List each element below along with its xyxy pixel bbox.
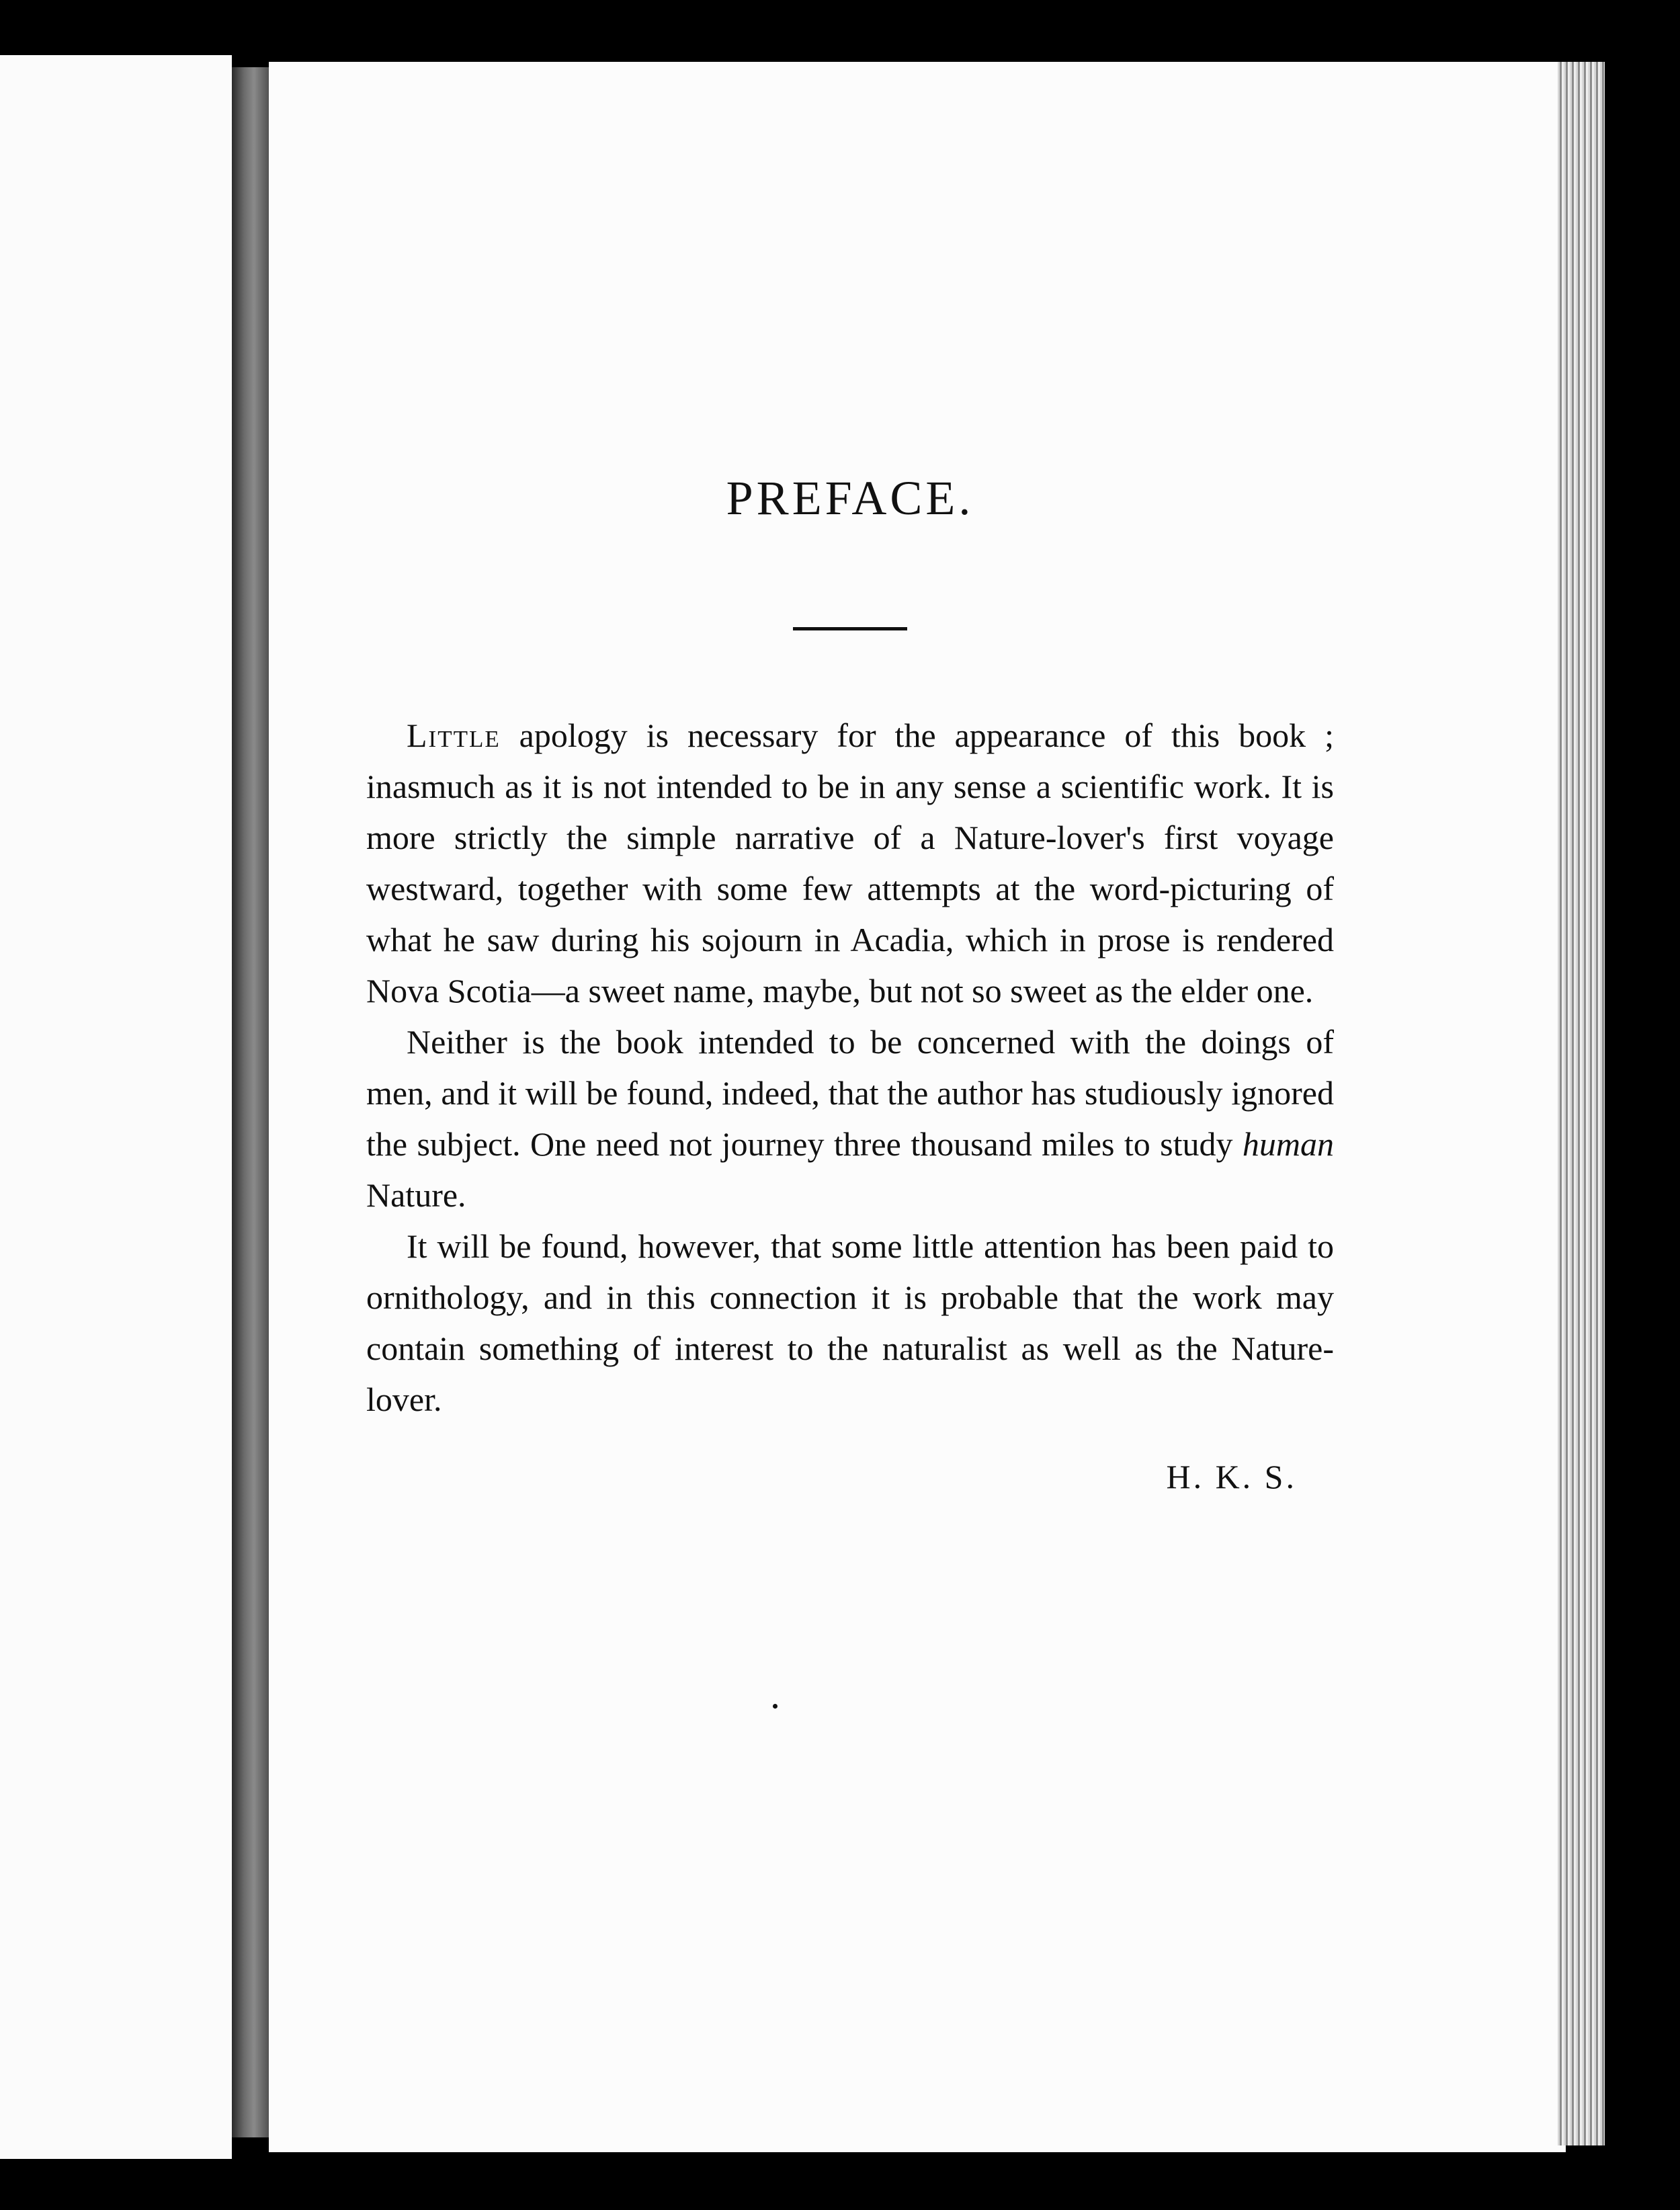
paragraph-2-text-after: Nature. [366, 1176, 466, 1214]
author-initials: H. K. S. [1166, 1458, 1297, 1496]
preface-content [366, 470, 1334, 1496]
page-edges [1558, 62, 1605, 2145]
paragraph-3: It will be found, however, that some little attention has been paid to ornithology, and in this connection it is probable that the work may contain something of interest to the naturalist as well as the Nature-lover. [366, 1227, 1334, 1418]
page-title: PREFACE. [726, 471, 974, 525]
ink-speck [773, 1704, 778, 1709]
paragraph-1-lead: Little [407, 717, 501, 754]
paragraph-2-italic: human [1242, 1125, 1334, 1163]
book-gutter [232, 67, 272, 2137]
paragraph-2-text-before: Neither is the book intended to be concerned with the doings of men, and it will be found, indeed, that the author has studiously ignored the subject. One need not journey three thousand miles to study [366, 1023, 1334, 1163]
paragraph-1-text: apology is necessary for the appearance of this book ; inasmuch as it is not intended to be in any sense a scientific work. It is more strictly the simple narrative of a Nature-lover's first voyage westward, together with some few attempts at the word-picturing of what he saw during his sojourn in Acadia, which in prose is rendered Nova Scotia—a sweet name, maybe, but not so sweet as the elder one. [366, 717, 1334, 1010]
paragraph-2 [366, 1016, 1334, 1221]
left-page [0, 55, 232, 2159]
title-rule [793, 627, 907, 630]
paragraph-1 [366, 710, 1334, 1016]
preface-body [366, 710, 1334, 1425]
